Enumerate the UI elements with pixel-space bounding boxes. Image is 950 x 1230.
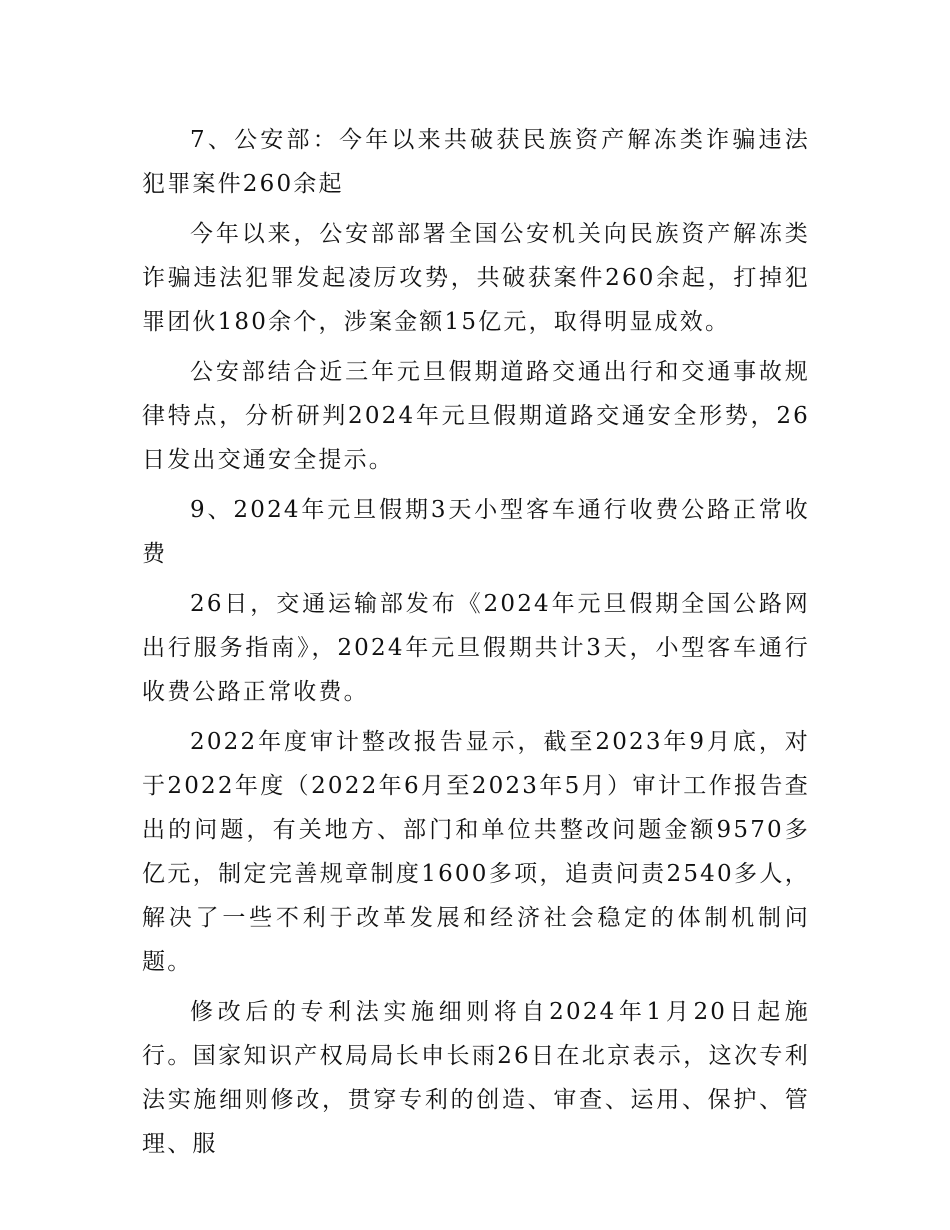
paragraph-patent-law: 修改后的专利法实施细则将自2024年1月20日起施行。国家知识产权局局长申长雨26日在北京表示，这次专利法实施细则修改，贯穿专利的创造、审查、运用、保护、管理、服 [142,999,810,1157]
paragraph-traffic-safety: 公安部结合近三年元旦假期道路交通出行和交通事故规律特点，分析研判2024年元旦假期道路交通安全形势，26日发出交通安全提示。 [142,359,810,473]
document-page [142,118,810,1166]
heading-public-security-fraud: 7、公安部：今年以来共破获民族资产解冻类诈骗违法犯罪案件260余起 [142,127,810,197]
heading-toll-road-charges: 9、2024年元旦假期3天小型客车通行收费公路正常收费 [142,497,810,567]
paragraph-travel-guide: 26日，交通运输部发布《2024年元旦假期全国公路网出行服务指南》，2024年元旦假期共计3天，小型客车通行收费公路正常收费。 [142,591,810,705]
paragraph-fraud-cases: 今年以来，公安部部署全国公安机关向民族资产解冻类诈骗违法犯罪发起凌厉攻势，共破获案件260余起，打掉犯罪团伙180余个，涉案金额15亿元，取得明显成效。 [142,221,810,335]
paragraph-audit-rectification: 2022年度审计整改报告显示，截至2023年9月底，对于2022年度（2022年6月至2023年5月）审计工作报告查出的问题，有关地方、部门和单位共整改问题金额9570多亿元，制定完善规章制度1600多项，追责问责2540多人，解决了一些不利于改革发展和经济社会稳定的体制机制问题。 [142,729,810,975]
